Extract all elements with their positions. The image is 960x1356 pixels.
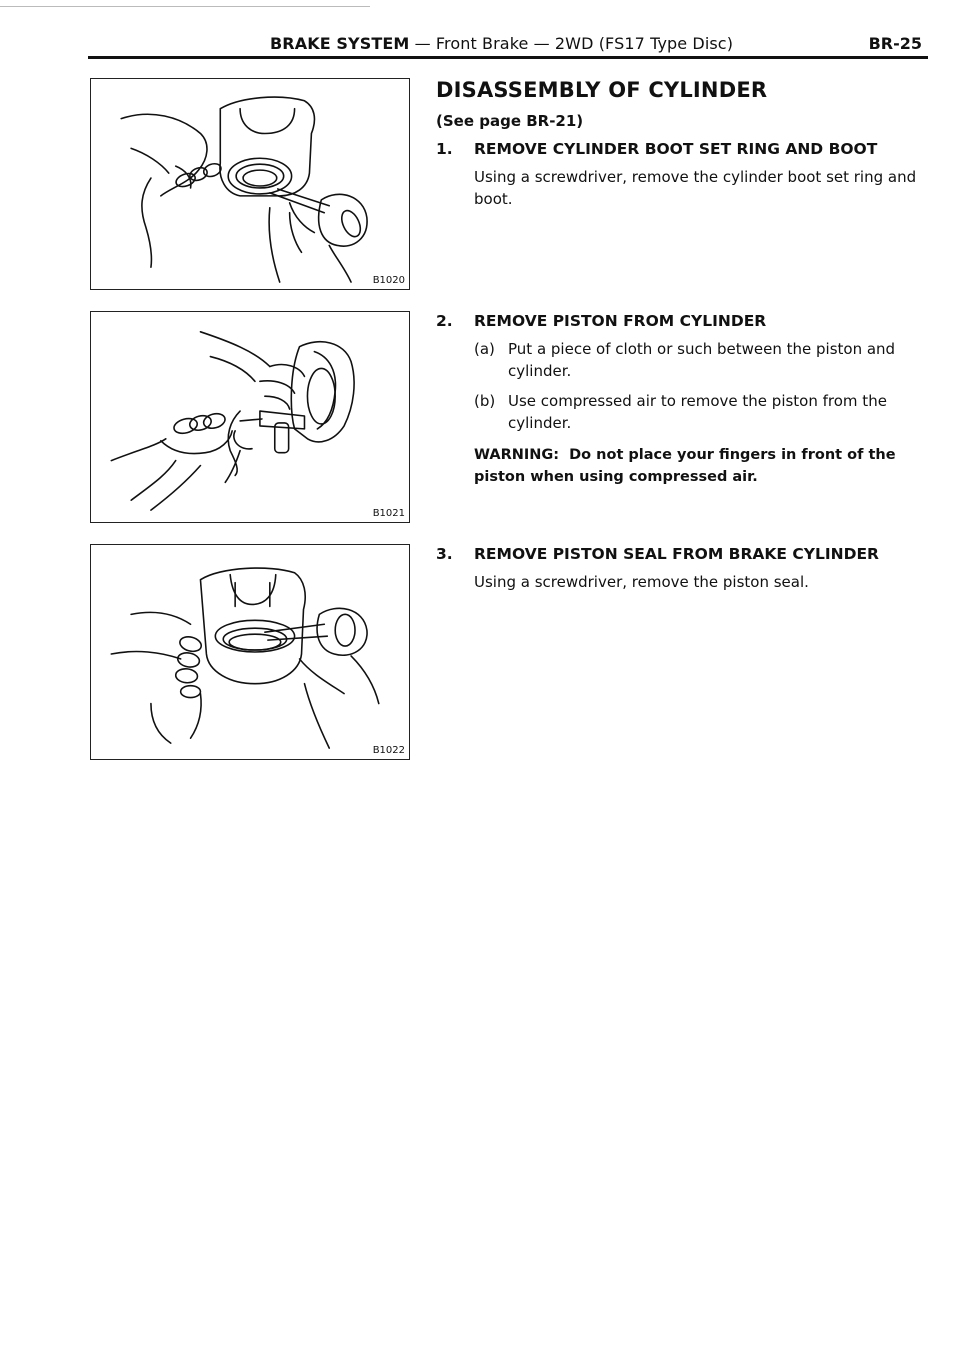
step-body: Using a screwdriver, remove the piston seal.	[474, 573, 809, 591]
page-number: BR-25	[868, 34, 922, 53]
substep-a	[474, 338, 926, 382]
step-heading	[436, 545, 926, 563]
figure-piston-removal	[90, 311, 410, 523]
step-3	[436, 545, 926, 593]
see-page-reference: (See page BR-21)	[436, 112, 584, 130]
figure-boot-removal	[90, 78, 410, 290]
step-heading	[436, 312, 926, 330]
step-number: 1.	[436, 140, 453, 158]
section-title: DISASSEMBLY OF CYLINDER	[436, 78, 768, 102]
piston-removal-compressed-air-illustration	[91, 312, 409, 522]
header-title-strong: BRAKE SYSTEM	[270, 34, 410, 53]
warning-text: Do not place your fingers in front of the piston when using compressed air.	[474, 447, 896, 485]
figure-code: B1021	[372, 508, 405, 519]
warning-label: WARNING:	[474, 447, 560, 463]
substep-text: Put a piece of cloth or such between the piston and cylinder.	[508, 340, 896, 380]
caliper-boot-removal-illustration	[91, 79, 409, 289]
substep-text: Use compressed air to remove the piston from the cylinder.	[508, 392, 887, 432]
figure-code: B1022	[372, 745, 405, 756]
page-header	[88, 34, 928, 56]
step-title: REMOVE PISTON SEAL FROM BRAKE CYLINDER	[474, 545, 879, 563]
step-heading	[436, 140, 926, 158]
content-column	[436, 78, 926, 144]
piston-seal-removal-illustration	[91, 545, 409, 759]
figure-piston-seal-removal	[90, 544, 410, 760]
substep-letter: (a)	[474, 340, 495, 358]
header-rule	[88, 56, 928, 59]
substep-letter: (b)	[474, 392, 496, 410]
warning-note	[474, 444, 926, 488]
header-title	[270, 34, 733, 53]
step-2	[436, 312, 926, 488]
step-title: REMOVE CYLINDER BOOT SET RING AND BOOT	[474, 140, 878, 158]
header-title-rest: — Front Brake — 2WD (FS17 Type Disc)	[409, 34, 734, 53]
figure-code: B1020	[372, 275, 405, 286]
step-1	[436, 140, 926, 210]
step-number: 3.	[436, 545, 453, 563]
substep-b	[474, 390, 926, 434]
step-number: 2.	[436, 312, 453, 330]
step-title: REMOVE PISTON FROM CYLINDER	[474, 312, 767, 330]
top-rule	[0, 6, 370, 7]
step-body: Using a screwdriver, remove the cylinder boot set ring and boot.	[474, 168, 917, 208]
